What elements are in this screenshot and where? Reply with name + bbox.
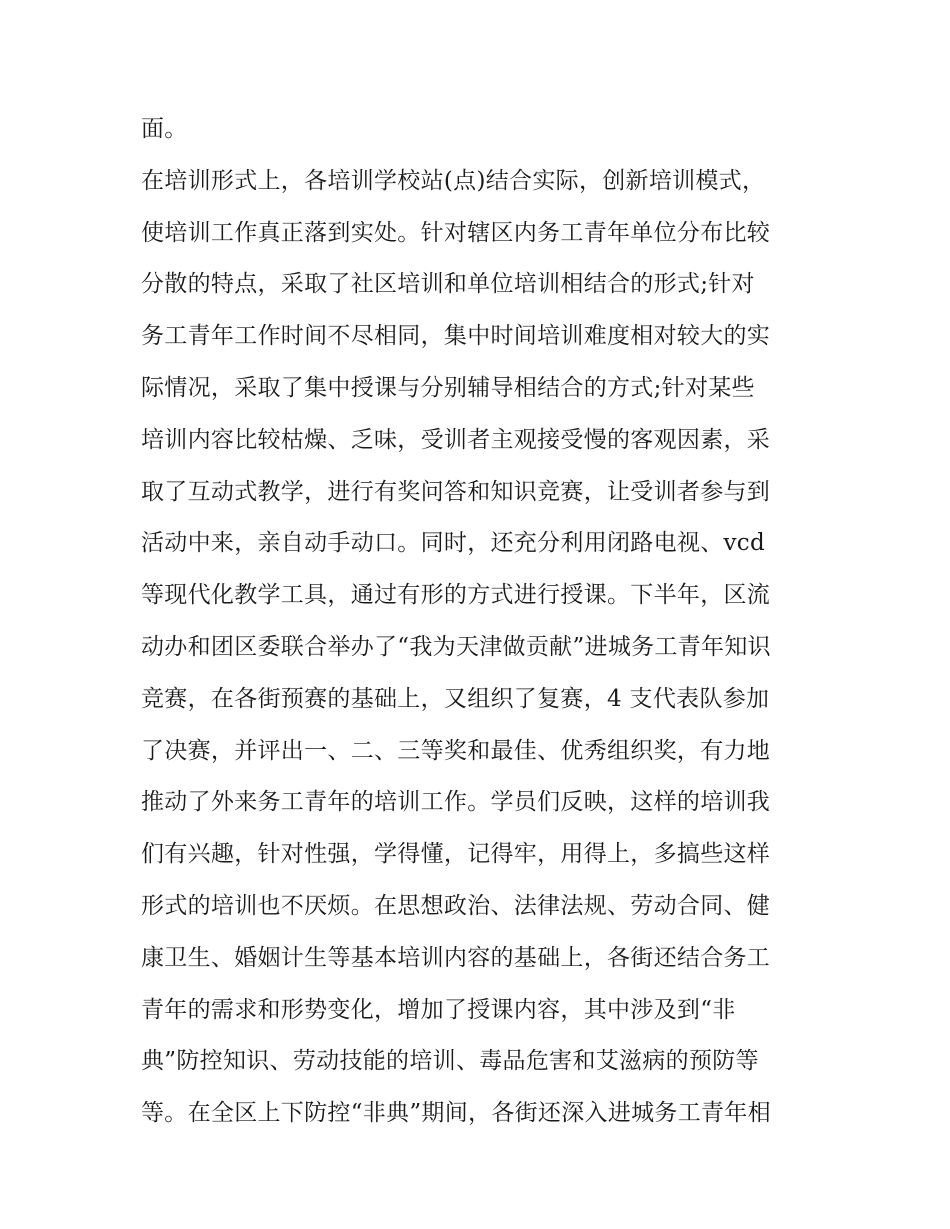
text-line: 等。在全区上下防控“非典”期间，各街还深入进城务工青年相 <box>141 1100 771 1127</box>
text-line: 分散的特点，采取了社区培训和单位培训相结合的形式;针对 <box>141 271 755 298</box>
text-line: 康卫生、婚姻计生等基本培训内容的基础上，各街还结合务工 <box>141 944 771 971</box>
document-body <box>141 104 821 1140</box>
text-line: 典”防控知识、劳动技能的培训、毒品危害和艾滋病的预防等 <box>141 1048 759 1075</box>
text-line: 了决赛，并评出一、二、三等奖和最佳、优秀组织奖，有力地 <box>141 737 771 764</box>
text-line: 青年的需求和形势变化，增加了授课内容，其中涉及到“非 <box>141 996 736 1023</box>
text-line: 推动了外来务工青年的培训工作。学员们反映，这样的培训我 <box>141 789 771 816</box>
text-line: 面。 <box>141 116 188 142</box>
text-line: 形式的培训也不厌烦。在思想政治、法律法规、劳动合同、健 <box>141 892 771 919</box>
text-line: 使培训工作真正落到实处。针对辖区内务工青年单位分布比较 <box>141 219 771 246</box>
text-line: 际情况，采取了集中授课与分别辅导相结合的方式;针对某些 <box>141 374 755 401</box>
text-line: 竞赛，在各街预赛的基础上，又组织了复赛，4 支代表队参加 <box>141 685 770 712</box>
text-line: 动办和团区委联合举办了“我为天津做贡献”进城务工青年知识 <box>141 633 771 660</box>
text-line: 们有兴趣，针对性强，学得懂，记得牢，用得上，多搞些这样 <box>141 841 771 868</box>
text-line: 务工青年工作时间不尽相同，集中时间培训难度相对较大的实 <box>141 323 771 350</box>
text-line: 活动中来，亲自动手动口。同时，还充分利用闭路电视、vcd <box>141 530 765 557</box>
text-line: 等现代化教学工具，通过有形的方式进行授课。下半年，区流 <box>141 582 771 609</box>
text-line: 在培训形式上，各培训学校站(点)结合实际，创新培训模式， <box>141 167 766 194</box>
text-line: 取了互动式教学，进行有奖问答和知识竞赛，让受训者参与到 <box>141 478 771 505</box>
text-line: 培训内容比较枯燥、乏味，受训者主观接受慢的客观因素，采 <box>141 426 771 453</box>
